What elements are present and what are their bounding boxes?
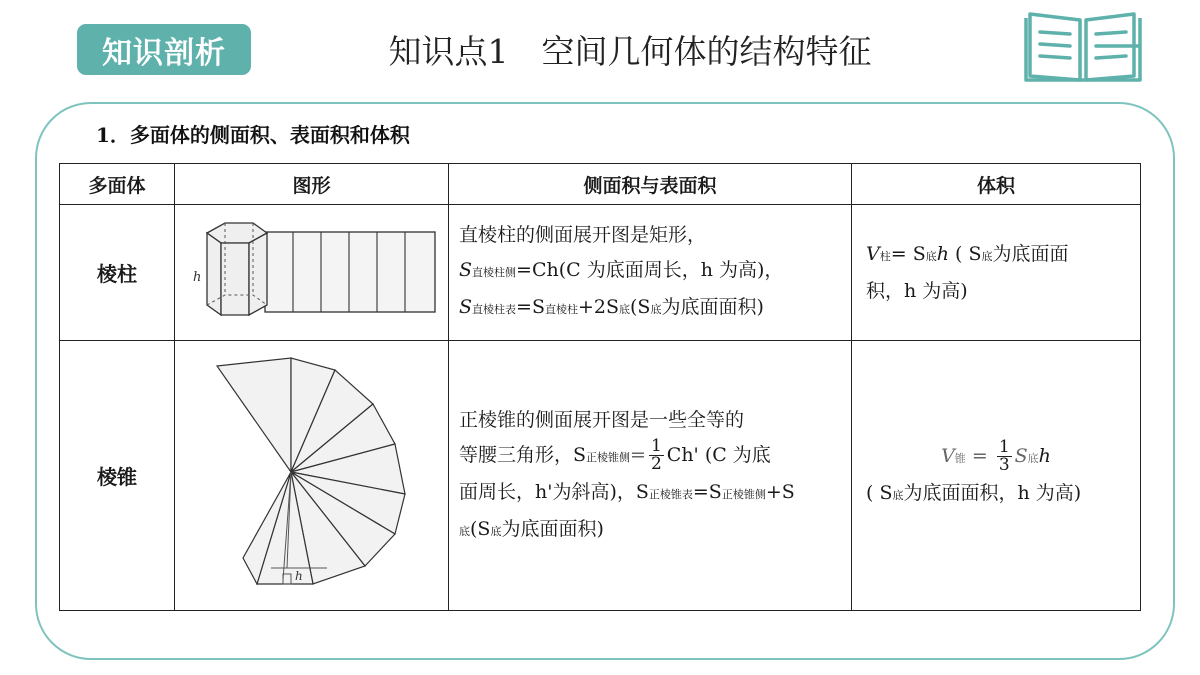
row-name-prism: 棱柱 [60,205,175,341]
pyramid-volume-line1: V锥 = $\frac{1}{3}$ S底h [941,437,1051,475]
pyramid-volume-line2: ( S底为底面面积，h 为高) [866,481,1082,504]
col-header-figure: 图形 [175,164,449,205]
formula-table [59,163,1141,611]
table-header-row [60,164,1141,205]
section-heading: 1．多面体的侧面积、表面积和体积 [96,123,410,147]
pyramid-area-line3: 面周长，h'为斜高)，S正棱锥表=S正棱锥侧+S [459,480,795,503]
fraction-one-half: $\frac{1}{2}$ [650,436,662,474]
pyramid-figure-cell [175,341,449,611]
pyramid-area-line2: 等腰三角形，S正棱锥侧= $\frac{1}{2}$ Ch' (C 为底 [459,436,771,474]
open-book-icon [1022,8,1144,84]
prism-volume-cell [852,205,1141,341]
pyramid-net-figure [187,348,437,598]
table-row-pyramid [60,341,1141,611]
prism-net-figure [181,215,443,325]
prism-area-cell [449,205,852,341]
prism-volume-line1: V柱= S底h ( S底为底面面 [866,243,1069,265]
page-title: 知识点1 空间几何体的结构特征 [388,32,872,71]
pyramid-area-line1: 正棱锥的侧面展开图是一些全等的 [459,408,745,431]
prism-figure-cell [175,205,449,341]
col-header-area: 侧面积与表面积 [449,164,852,205]
pyramid-area-cell [449,341,852,611]
section-badge: 知识剖析 [77,24,251,75]
table-row-prism [60,205,1141,341]
prism-area-line1: 直棱柱的侧面展开图是矩形， [459,224,707,246]
fraction-one-third: $\frac{1}{3}$ [998,437,1010,475]
pyramid-height-label: h [294,569,303,583]
col-header-polyhedron: 多面体 [60,164,175,205]
prism-area-line3: S直棱柱表=S直棱柱+2S底(S底为底面面积) [459,296,764,318]
prism-height-label: h [192,270,201,285]
pyramid-area-line4: 底(S底为底面面积) [459,517,604,540]
prism-volume-line2: 积，h 为高) [866,280,968,302]
pyramid-volume-cell [852,341,1141,611]
row-name-pyramid: 棱锥 [60,341,175,611]
prism-area-line2: S直棱柱侧=Ch(C 为底面周长，h 为高)， [459,259,784,281]
col-header-volume: 体积 [852,164,1141,205]
